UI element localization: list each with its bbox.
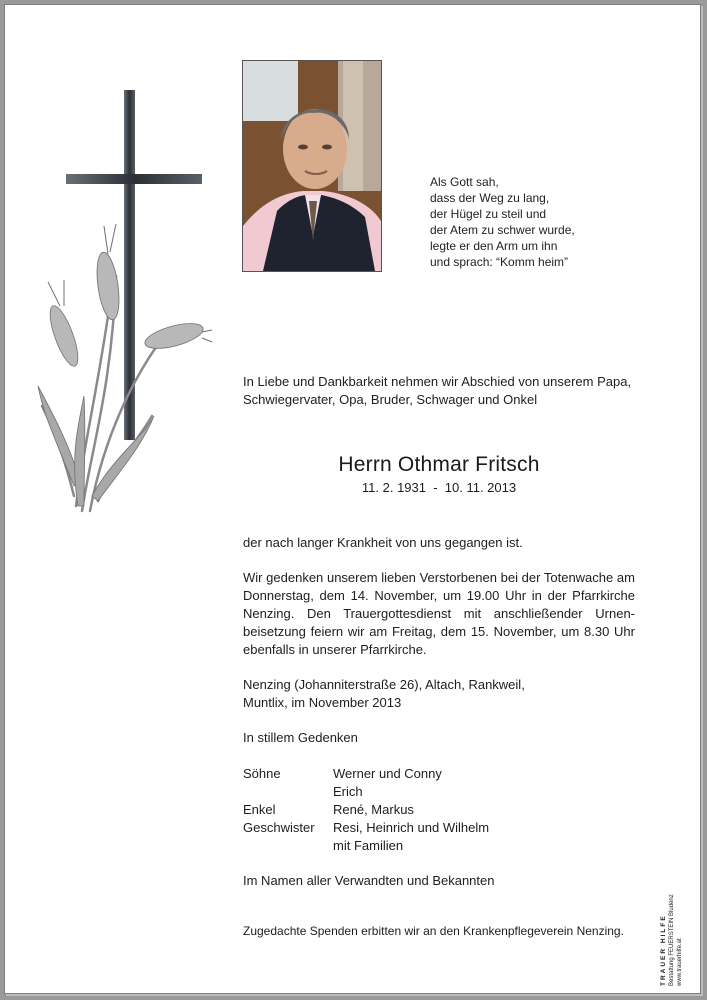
poem-line: legte er den Arm um ihn bbox=[430, 239, 558, 253]
on-behalf-text: Im Namen aller Verwandten und Bekannten bbox=[243, 873, 495, 888]
poem-line: Als Gott sah, bbox=[430, 175, 499, 189]
relatives-row bbox=[243, 819, 489, 855]
memory-text: In stillem Gedenken bbox=[243, 730, 358, 745]
deceased-name: Herrn Othmar Fritsch bbox=[338, 453, 540, 476]
relative-name: Werner und Conny bbox=[333, 766, 442, 781]
intro-text: In Liebe und Dankbarkeit nehmen wir Abschied von unserem Papa, Schwiegervater, Opa, Bruder, Schwager und Onkel bbox=[243, 374, 632, 407]
poem-line: der Hügel zu steil und bbox=[430, 207, 547, 221]
relatives-names bbox=[333, 765, 442, 801]
relative-name: Resi, Heinrich und Wilhelm bbox=[333, 820, 490, 835]
service-text: Wir gedenken unserem lieben Verstorbenen bei der Totenwache am Donnerstag, dem 14. November, um 19.00 Uhr in der Pfarrkirche Nenzing. Den Trauergottesdienst mit anschließender Urnen-beisetzung feiern wir am Freitag, dem 15. November, um 8.30 Uhr ebenfalls in unserer Pfarrkirche. bbox=[243, 570, 635, 657]
relatives-label: Söhne bbox=[243, 766, 281, 781]
stamp-line: www.trauerhilfe.at bbox=[677, 938, 683, 986]
funeral-home-stamp bbox=[660, 880, 692, 986]
place-date bbox=[243, 676, 635, 712]
relatives-row bbox=[243, 765, 489, 801]
portrait-illustration bbox=[243, 61, 381, 271]
relatives-names bbox=[333, 819, 489, 855]
relatives-list bbox=[243, 765, 489, 855]
stamp-text bbox=[660, 880, 692, 986]
relative-name: René, Markus bbox=[333, 802, 414, 817]
relative-name: Erich bbox=[333, 784, 363, 799]
place-line: Nenzing (Johanniterstraße 26), Altach, Rankweil, bbox=[243, 677, 525, 692]
poem-line: der Atem zu schwer wurde, bbox=[430, 223, 575, 237]
poem bbox=[430, 174, 575, 270]
life-dates: 11. 2. 1931 - 10. 11. 2013 bbox=[361, 480, 517, 495]
cross-with-wheat-icon bbox=[34, 86, 214, 526]
relatives-row bbox=[243, 801, 489, 819]
stamp-brand: TRAUER HILFE bbox=[660, 914, 667, 986]
poem-line: dass der Weg zu lang, bbox=[430, 191, 550, 205]
relatives-names bbox=[333, 801, 414, 819]
place-line: Muntlix, im November 2013 bbox=[243, 695, 402, 710]
relatives-label: Enkel bbox=[243, 802, 276, 817]
illness-text: der nach langer Krankheit von uns gegangen ist. bbox=[243, 535, 523, 550]
stamp-line: Bestattung FEUERSTEIN Bludenz bbox=[669, 894, 675, 986]
donations-text: Zugedachte Spenden erbitten wir an den Krankenpflegeverein Nenzing. bbox=[243, 924, 624, 938]
relatives-label: Geschwister bbox=[243, 820, 315, 835]
portrait-photo bbox=[242, 60, 382, 272]
poem-line: und sprach: “Komm heim” bbox=[430, 255, 569, 269]
relative-name: mit Familien bbox=[333, 838, 404, 853]
